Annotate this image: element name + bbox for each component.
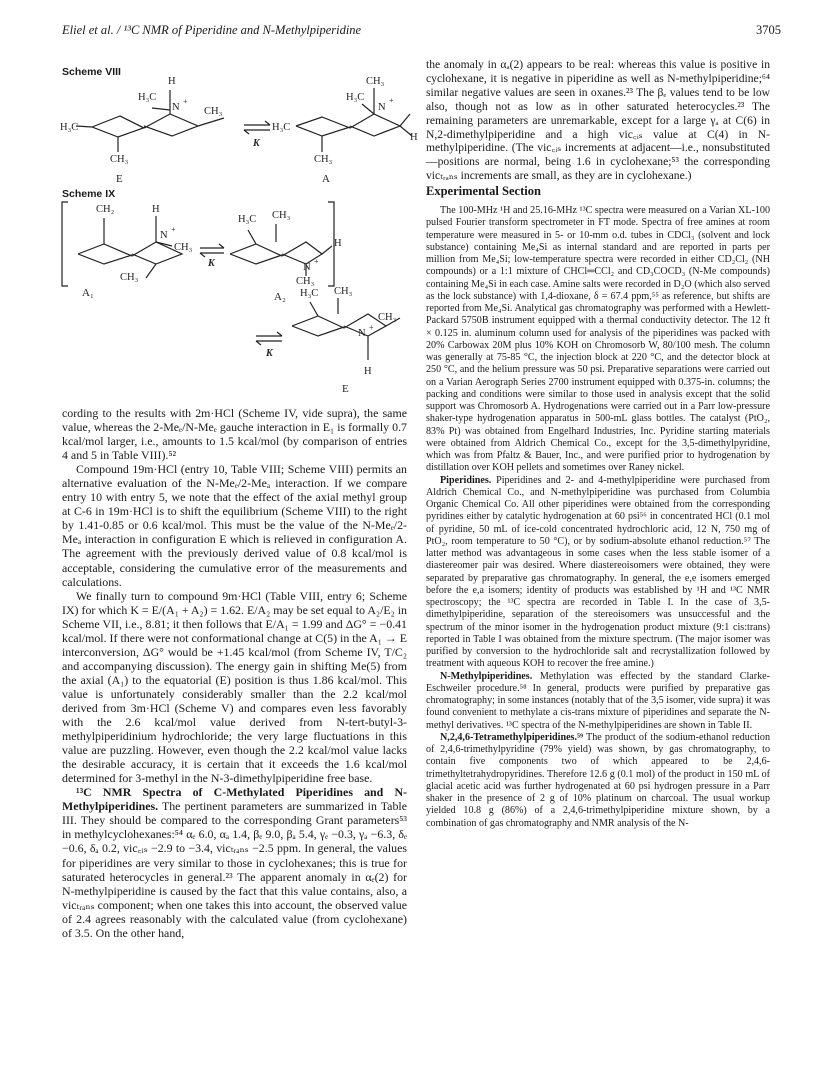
svg-text:+: +	[314, 257, 319, 266]
svg-text:N: N	[160, 230, 168, 241]
svg-text:CH₃: CH₃	[204, 106, 223, 117]
svg-text:CH₃: CH₃	[120, 272, 139, 283]
scheme-8-A: A	[322, 173, 330, 185]
exp-paragraph-3: Methylation was effected by the standard Clarke-Eschweiler procedure.⁵⁸ In general, products were purified by preparative gas chromatography; in some instances (notably that of the 3,5 isomer, vide supra) it was found convenient to methylate a cis-trans mixture of piperidines and separate the N-methyl derivatives. ¹³C spectra of the N-methylpiperidines are shown in Table II.	[426, 670, 770, 731]
exp-paragraph-2: Piperidines and 2- and 4-methylpiperidine were purchased from Aldrich Chemical Co., and N-methylpiperidine was purchased from Columbia Organic Chemical Co. All other piperidines were obtained from the corresponding pyridines either by catalytic hydrogenation at 60 psi⁵⁶ in concentrated HCl (0.1 mol of pyridine, 50 mL of ice-cold concentrated hydrochloric acid, 12 N, 750 mg of PtO₂, room temperature to 50 °C), or by sodium-absolute ethanol reduction.⁵⁷ The latter method was advantageous in some cases when the less stable isomer of a diastereomer pair was desired. Where diastereoisomers were obtained, they were separated by preparative gas chromatography. In general, the e,e isomers emerged before the e,a isomers; identity of products was established by ¹H and ¹³C NMR spectroscopy; the ¹³C spectra are recorded in Table I. In the case of 3,5-dimethylpiperidine, separation of the stereoisomers was unsuccessful and the spectrum of the minor isomer in the hydrogenation product mixture (9:1 cis:trans) reported in Table I was obtained from the mixture spectrum. (The major isomer was purified by conversion to the hydrochloride salt and recrystallization followed by treatment with aqueous KOH to recover the free amine.)	[426, 474, 770, 670]
svg-text:H: H	[168, 76, 176, 87]
exp-paragraph-1: The 100-MHz ¹H and 25.16-MHz ¹³C spectra were measured on a Varian XL-100 pulsed Fourier transform spectrometer in FT mode. Spectra of free amines at room temperature were measured in 5- or 10-mm o.d. tubes in CDCl₃ (solvent and lock substance) containing Me₄Si as internal standard and are reported in parts per million from Me₄Si; low-temperature spectra were recorded in either CD₂Cl₂ (NH compounds) or a 1:1 mixture of CHCl═CCl₂ and CD₃COCD₃ (N-Me compounds) containing Me₄Si in each case. Amine salts were recorded in D₂O (which also served as the lock substance) with 1,4-dioxane, δ = 67.4 ppm,⁵⁵ as reference, but shifts are reported from Me₄Si. Analytical gas chromatography was performed with a Hewlett-Packard 5750B instrument equipped with a thermal conductivity detector. The 12 ft × 0.125 in. aluminum column used for analysis of the piperidines was packed with 20% Carbowax 20M plus 10% KOH on Chromosorb W, 80/100 mesh. The column was generally at 75-85 °C, the injection block at 220 °C, and the detector block at 250 °C, and the helium pressure was 50 psi. Preparative separations were carried out on a Varian Aerograph Series 2700 instrument equipped with 0.375-in. columns; the packing and conditions were similar to those used in analysis except that the solid support was Chromosorb A. Hydrogenations were carried out in a Parr low-pressure shaker-type hydrogenation apparatus in 500-mL glass bottles. The catalyst (PtO₂, 83% Pt) was obtained from Engelhard Industries, Inc. Pyridine starting materials were obtained from Aldrich Chemical Co., except for the 3,5-dimethylpyridine, which was from Pfaltz & Bauer, Inc., and were purified prior to hydrogenation by distillation over KOH pellets and sometimes over Raney nickel.	[426, 205, 770, 474]
svg-text:CH₃: CH₃	[334, 286, 353, 297]
svg-text:H: H	[364, 366, 372, 377]
svg-text:N: N	[172, 102, 180, 113]
exp-paragraph-4: The product of the sodium-ethanol reduction of 2,4,6-trimethylpyridine (79% yield) was shown, by gas chromatography, to contain five components two of which appeared to be 2,4,6-trimethyltetrahydropyridines. Therefore 12.6 g (0.1 mol) of the product in 150 mL of glacial acetic acid was further hydrogenated at 60 psi hydrogen pressure in a Parr shaker in the presence of 2 g of 10% platinum on charcoal. The usual workup yielded 10.8 g (86%) of a 2,4,6-trimethylpiperidine mixture shown, by a combination of gas chromatography and NMR analysis of the N-	[426, 731, 771, 829]
scheme-9-label: Scheme IX	[62, 188, 116, 200]
svg-text:CH₂: CH₂	[96, 204, 115, 215]
scheme-8-E: E	[116, 173, 123, 185]
svg-text:H₃C: H₃C	[60, 122, 79, 133]
svg-text:N: N	[358, 328, 366, 339]
svg-text:CH₃: CH₃	[110, 154, 129, 165]
svg-text:H₃C: H₃C	[272, 122, 291, 133]
svg-text:N: N	[378, 102, 386, 113]
scheme-9-E: E	[342, 383, 349, 395]
svg-text:H₃C: H₃C	[138, 92, 157, 103]
scheme-9-A1: A₁	[82, 287, 94, 299]
exp-heading-piperidines: Piperidines.	[440, 474, 492, 486]
svg-text:H: H	[334, 238, 342, 249]
left-paragraph-4: The pertinent parameters are summarized in Table III. They should be compared to the corresponding Grant parameters⁵³ in methylcyclohexanes:⁵⁴ αₑ 6.0, αₐ 1.4, βₑ 9.0, βₐ 5.4, γₑ −0.3, γₐ −6.3, δₑ −0.6, δₐ 0.2, vic꜀ᵢₛ −2.9 to −3.4, vicₜᵣₐₙₛ −2.5 ppm. In general, the values for piperidines are very similar to those in cyclohexanes; this is true for saturated heterocycles in general.²³ The apparent anomaly in αₑ(2) for N-methylpiperidine is caused by the fact that this value contains, also, a vicₜᵣₐₙₛ component; when one takes this into account, the observed value of 2.4 agrees reasonably with the calculated value (from cyclohexane) of 3.5. On the other hand,	[62, 799, 407, 940]
svg-text:N: N	[303, 262, 311, 273]
svg-text:H: H	[410, 132, 418, 143]
svg-text:CH₃: CH₃	[174, 242, 193, 253]
right-column	[426, 58, 770, 830]
left-paragraph-1: cording to the results with 2m·HCl (Scheme IV, vide supra), the same value, whereas the 2-Meₑ/N-Meₑ gauche interaction in E₁ is formally 0.7 kcal/mol larger, i.e., amounts to 1.5 kcal/mol (by comparison of entries 4 and 5 in Table VIII).⁵²	[62, 406, 407, 463]
left-subheading: ¹³C NMR Spectra of C-Methylated Piperidines and N-Methylpiperidines.	[62, 785, 407, 814]
svg-text:H₃C: H₃C	[346, 92, 365, 103]
svg-text:+: +	[183, 97, 188, 106]
scheme-9-k1: K	[208, 258, 215, 269]
left-paragraph-3: We finally turn to compound 9m·HCl (Table VIII, entry 6; Scheme IX) for which K = E/(A₁ + A₂) = 1.62. E/A₂ may be set equal to A₂/E₂ in Scheme VII, i.e., 8.81; it then follows that E/A₁ = 1.99 and ΔG° = −0.41 kcal/mol. If there were not conformational change at C(5) in the A₁ → E interconversion, ΔG° would be +1.45 kcal/mol (from Scheme IV, T/C₂ and accompanying discussion). The energy gain in shifting Me(5) from the axial (A₁) to the equatorial (E) position is thus 1.86 kcal/mol. This value is unfortunately considerably smaller than the 2.2 kcal/mol derived from 3m·HCl (Scheme V) and compares even less favorably with the 2.6 kcal/mol value derived from N-tert-butyl-3-methylpiperidinium hydrochloride; the very large fluctuations in this value are puzzling. However, even though the 2.2 kcal/mol value lacks the desirable accuracy, it is certain that it exceeds the 1.6 kcal/mol determined for 3-methyl in the N-3-dimethylpiperidine free base.	[62, 588, 407, 786]
left-paragraph-2: Compound 19m·HCl (entry 10, Table VIII; Scheme VIII) permits an alternative evaluation of the N-Meₑ/2-Meₐ interaction. If we compare entry 10 with entry 5, we note that the effect of the axial methyl group at C-6 in 19m·HCl is to shift the equilibrium (Scheme VIII) to the right by 1.41-0.85 or 0.6 kcal/mol. This must be the value of the N-Meₑ/2-Meₐ interaction in configuration E which is relieved in configuration A. The agreement with the previously derived value of 0.8 kcal/mol is acceptable, considering the cumulative error of the measurements and calculations.	[62, 462, 407, 589]
svg-text:+: +	[171, 225, 176, 234]
svg-text:CH₃: CH₃	[314, 154, 333, 165]
exp-heading-n-methyl: N-Methylpiperidines.	[440, 670, 533, 682]
svg-text:H: H	[152, 204, 160, 215]
scheme-8-figure	[60, 70, 420, 190]
exp-heading-tetramethyl: N,2,4,6-Tetramethylpiperidines.⁵⁹	[440, 731, 584, 743]
running-header: Eliel et al. / ¹³C NMR of Piperidine and N-Methylpiperidine	[62, 23, 362, 37]
scheme-8-label: Scheme VIII	[62, 66, 121, 78]
svg-text:H₃C: H₃C	[300, 288, 319, 299]
scheme-9-k2: K	[266, 348, 273, 359]
svg-text:CH₃: CH₃	[378, 312, 397, 323]
section-title: Experimental Section	[426, 184, 541, 199]
svg-text:H₃C: H₃C	[238, 214, 257, 225]
scheme-8-k: K	[253, 138, 260, 149]
left-column	[62, 406, 407, 940]
right-paragraph-1: the anomaly in αₐ(2) appears to be real: whereas this value is positive in cyclohexane, it is negative in piperidine as well as N-methylpiperidine;⁶⁴ similar negative values are seen in oxanes.²³ The βₑ values tend to be low also, though not as low as in other saturated heterocycles.²³ The remaining parameters are unremarkable, except for a large γₐ at C(6) in N,2-dimethylpiperidine and a high vic꜀ᵢₛ value at C(4) in N-methylpiperidine. (The vic꜀ᵢₛ increments at adjacent—i.e., nonsubstituted—positions are normal, being 1.6 in cyclohexane;⁵³ the corresponding vicₜᵣₐₙₛ increments are small, as they are in cyclohexane.)	[426, 58, 770, 183]
svg-text:+: +	[389, 96, 394, 105]
scheme-9-figure	[60, 198, 420, 398]
page-number: 3705	[756, 23, 781, 37]
scheme-9-A2: A₂	[274, 291, 286, 303]
svg-text:CH₃: CH₃	[272, 210, 291, 221]
svg-text:CH₃: CH₃	[366, 76, 385, 87]
svg-text:+: +	[369, 323, 374, 332]
svg-text:CH₃: CH₃	[296, 276, 315, 287]
